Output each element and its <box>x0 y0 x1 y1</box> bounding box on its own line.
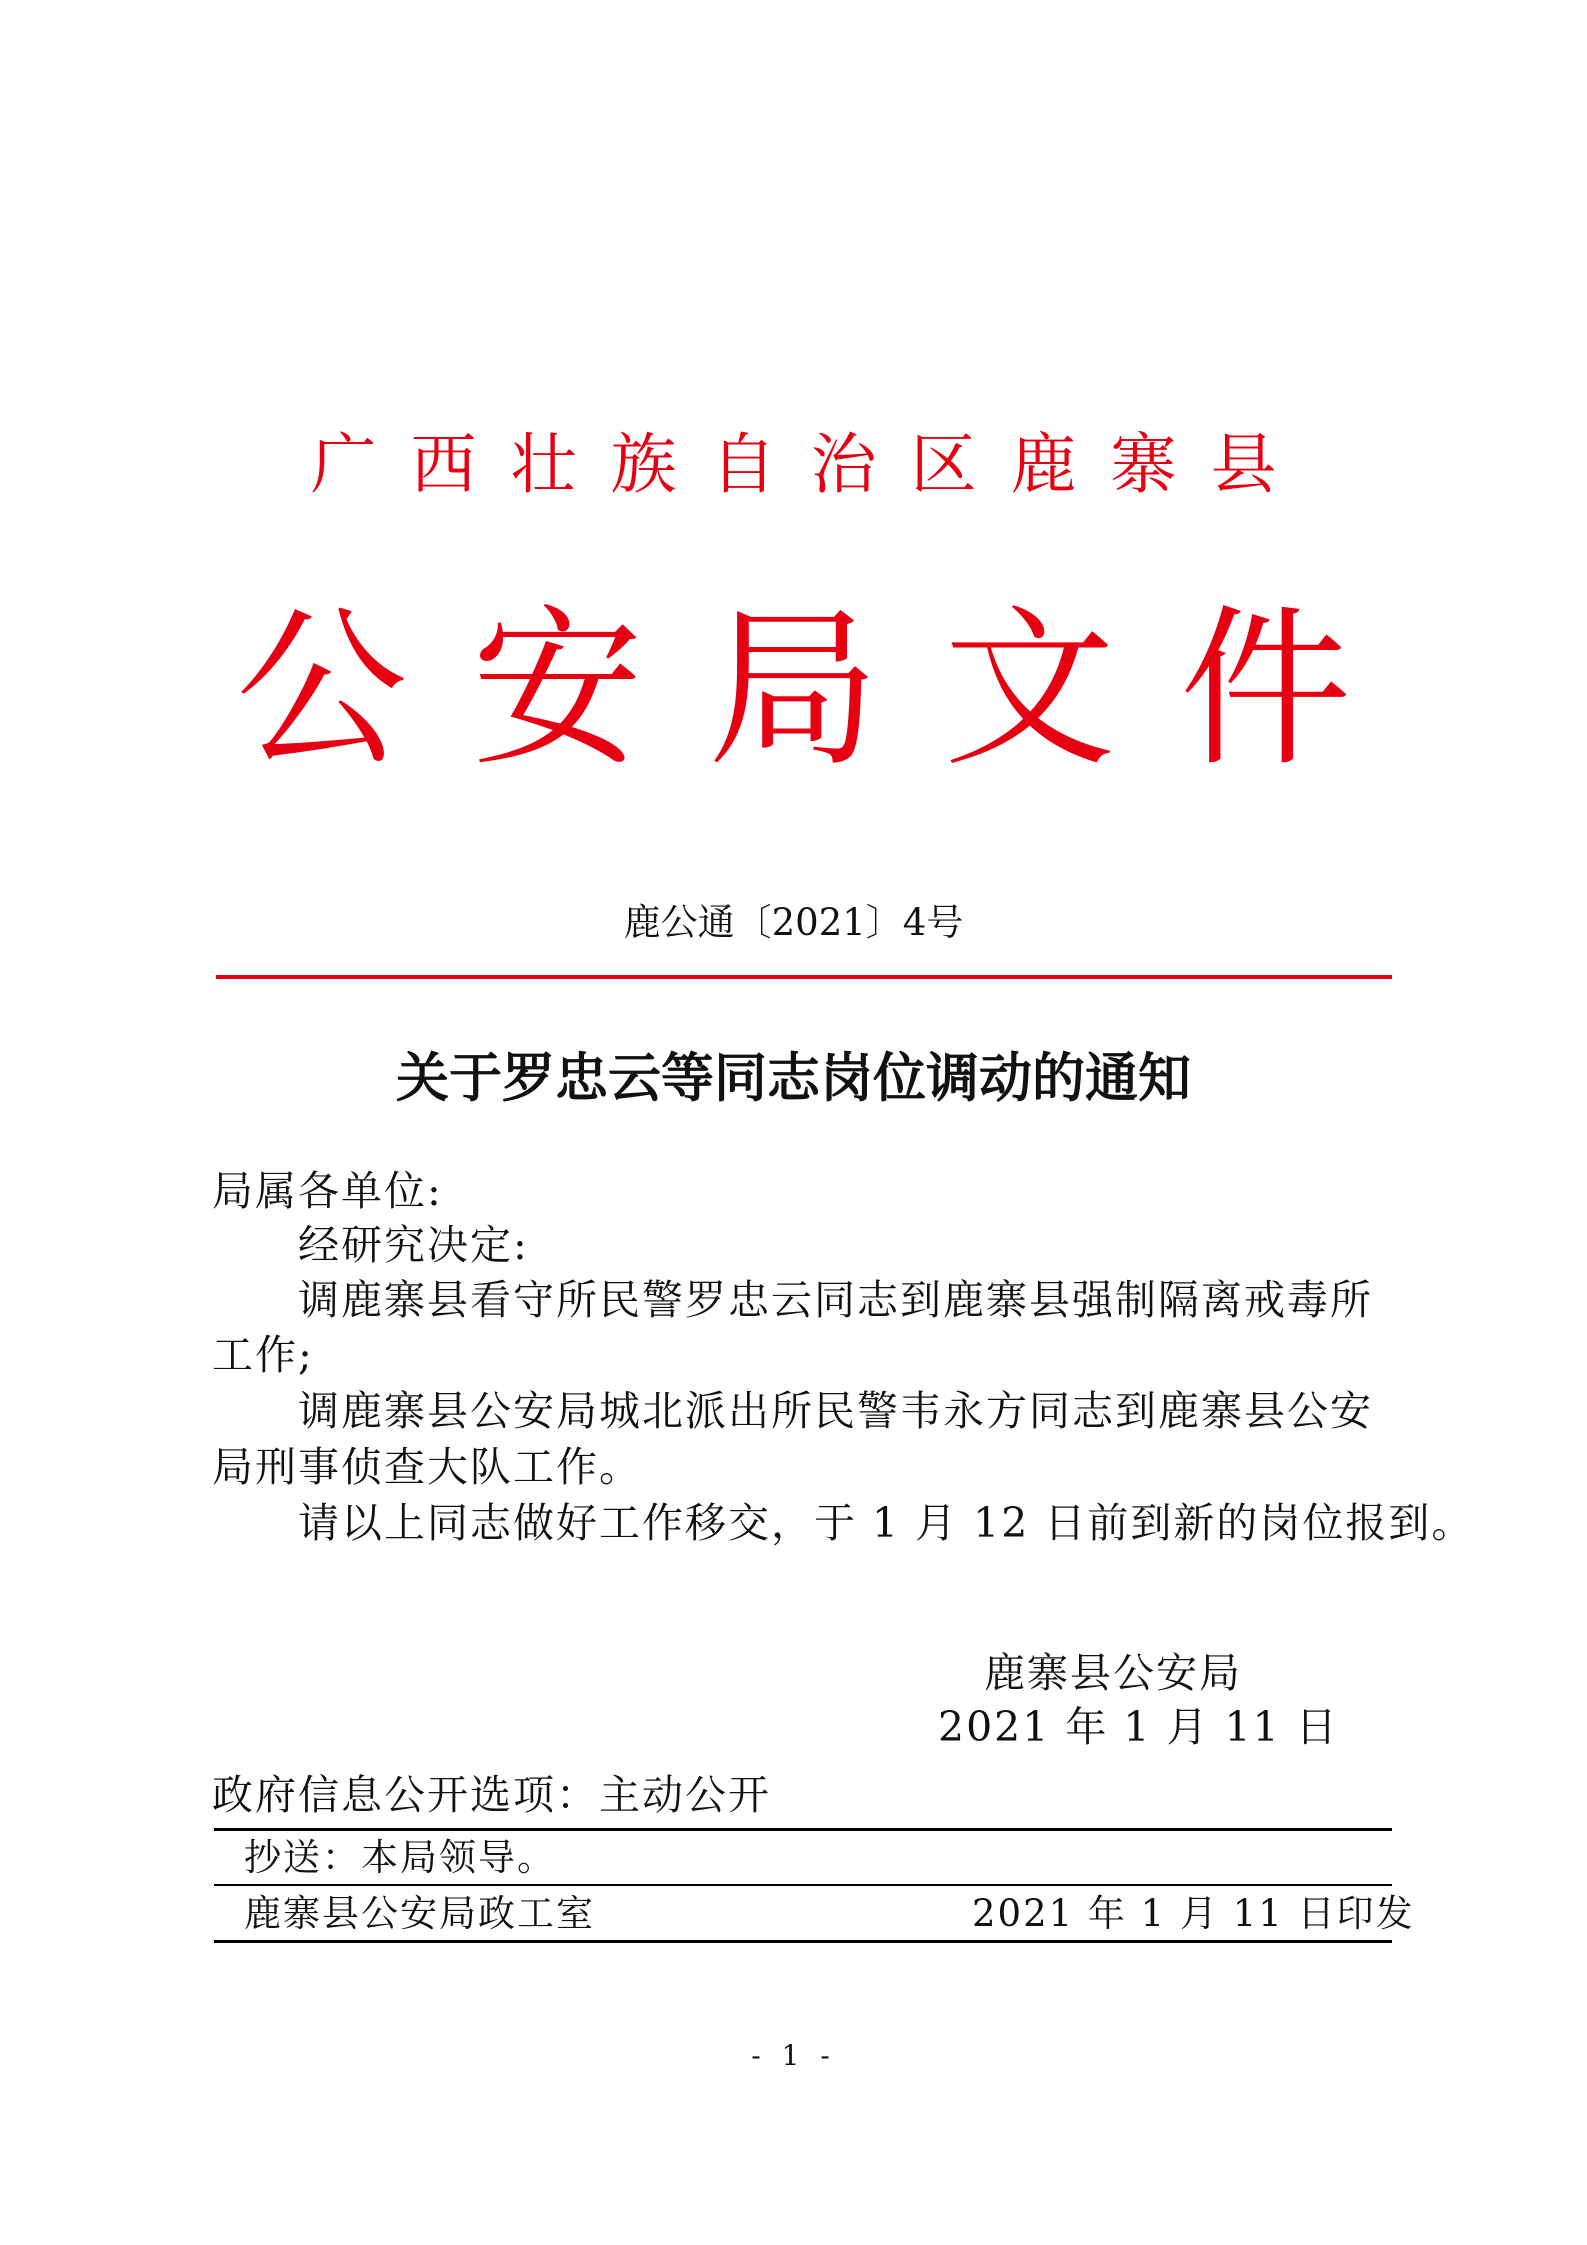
signature-date: 2021 年 1 月 11 日 <box>938 1703 1339 1751</box>
signature-organization: 鹿寨县公安局 <box>984 1649 1242 1697</box>
footer-rule-top <box>214 1828 1392 1831</box>
cc-recipients: 抄送：本局领导。 <box>244 1836 556 1879</box>
body-paragraph-transfer-2-line-1: 调鹿寨县公安局城北派出所民警韦永方同志到鹿寨县公安 <box>298 1387 1373 1435</box>
issuing-office: 鹿寨县公安局政工室 <box>244 1892 595 1935</box>
footer-rule-bottom <box>214 1940 1392 1943</box>
body-paragraph-transfer-2-line-2: 局刑事侦查大队工作。 <box>212 1443 642 1491</box>
issuing-organization-header: 广西壮族自治区鹿寨县 <box>310 426 1311 503</box>
body-paragraph-report-instruction: 请以上同志做好工作移交，于 1 月 12 日前到新的岗位报到。 <box>298 1499 1475 1547</box>
document-number: 鹿公通〔2021〕4号 <box>623 901 964 944</box>
issue-date: 2021 年 1 月 11 日印发 <box>972 1892 1415 1935</box>
body-paragraph-transfer-1-line-1: 调鹿寨县看守所民警罗忠云同志到鹿寨县强制隔离戒毒所 <box>298 1276 1373 1324</box>
salutation: 局属各单位: <box>212 1167 443 1215</box>
red-separator-line <box>216 975 1392 979</box>
footer-rule-middle <box>214 1884 1392 1886</box>
notice-title: 关于罗忠云等同志岗位调动的通知 <box>396 1047 1191 1109</box>
body-paragraph-decision: 经研究决定: <box>298 1221 529 1269</box>
page-number: - 1 - <box>751 2039 836 2072</box>
disclosure-option: 政府信息公开选项：主动公开 <box>212 1771 771 1819</box>
body-paragraph-transfer-1-line-2: 工作; <box>212 1331 314 1379</box>
document-type-header: 公安局文件 <box>235 589 1416 790</box>
